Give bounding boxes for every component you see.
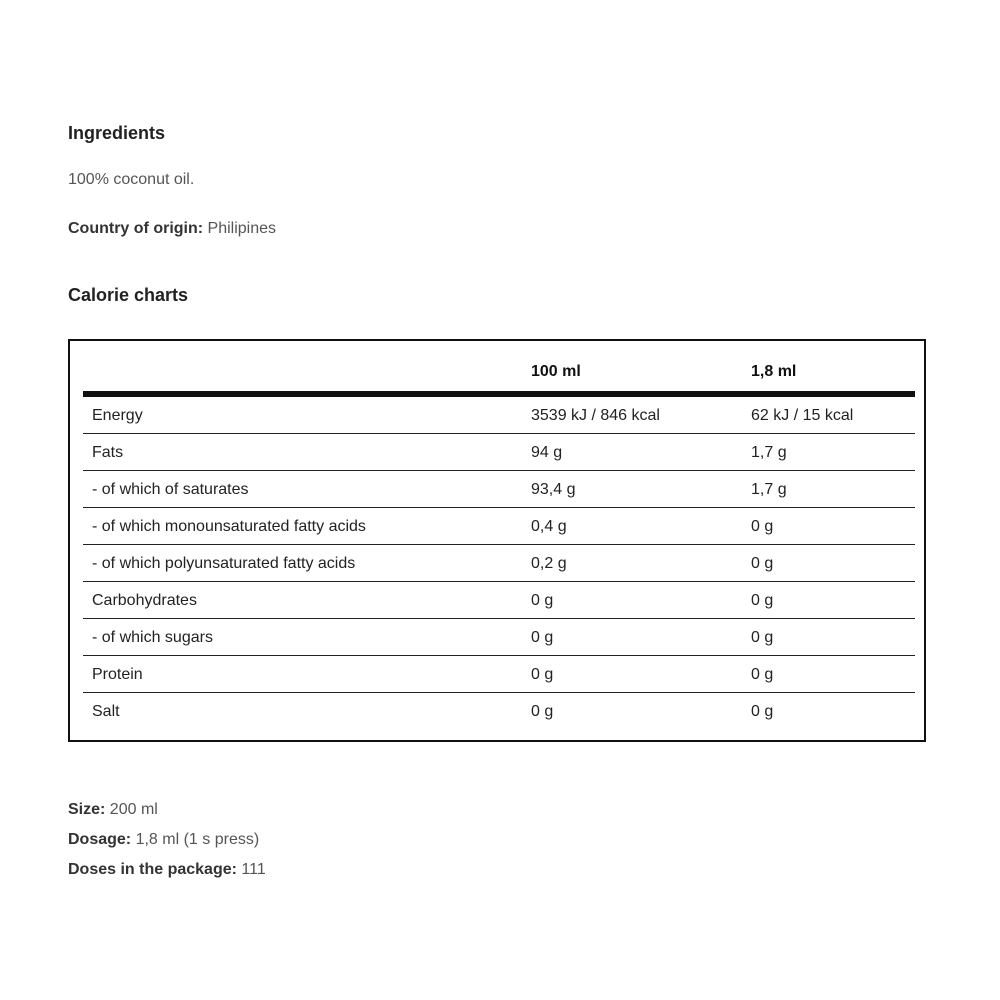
value-per-dose: 0 g (751, 666, 774, 683)
value-per-dose: 1,7 g (751, 444, 787, 461)
value-per-dose: 0 g (751, 703, 774, 720)
value-per-100ml: 0 g (531, 703, 554, 720)
column-header-100ml: 100 ml (531, 363, 581, 380)
origin-label: Country of origin: (68, 220, 204, 237)
nutrient-name: Energy (92, 407, 143, 424)
table-header (83, 341, 915, 397)
ingredients-text: 100% coconut oil. (68, 171, 195, 188)
nutrient-name: Protein (92, 666, 143, 683)
table-row (83, 619, 915, 656)
nutrient-name: - of which polyunsaturated fatty acids (92, 555, 356, 572)
nutrition-table (68, 339, 926, 742)
calorie-charts-heading: Calorie charts (68, 285, 189, 305)
table-row (83, 434, 915, 471)
table-row (83, 508, 915, 545)
fact-value: 200 ml (109, 801, 158, 818)
nutrient-name: - of which sugars (92, 629, 213, 646)
country-of-origin (68, 220, 276, 238)
nutrient-name: Salt (92, 703, 120, 720)
value-per-100ml: 0 g (531, 592, 554, 609)
value-per-dose: 0 g (751, 555, 774, 572)
nutrient-name: - of which of saturates (92, 481, 249, 498)
fact-value: 111 (241, 861, 266, 878)
table-row (83, 471, 915, 508)
ingredients-heading: Ingredients (68, 123, 166, 143)
column-header-dose: 1,8 ml (751, 363, 797, 380)
value-per-100ml: 3539 kJ / 846 kcal (531, 407, 660, 424)
table-row (83, 545, 915, 582)
value-per-100ml: 93,4 g (531, 481, 576, 498)
fact-value: 1,8 ml (1 s press) (135, 831, 260, 848)
value-per-100ml: 0 g (531, 666, 554, 683)
fact-size (68, 800, 266, 830)
fact-doses (68, 860, 266, 890)
fact-dosage (68, 830, 266, 860)
nutrient-name: Carbohydrates (92, 592, 197, 609)
value-per-dose: 0 g (751, 629, 774, 646)
value-per-100ml: 94 g (531, 444, 563, 461)
value-per-dose: 62 kJ / 15 kcal (751, 407, 854, 424)
table-row (83, 656, 915, 693)
origin-value: Philipines (207, 220, 277, 237)
value-per-dose: 0 g (751, 592, 774, 609)
nutrient-name: Fats (92, 444, 124, 461)
nutrient-name: - of which monounsaturated fatty acids (92, 518, 366, 535)
fact-label: Dosage: (68, 831, 132, 848)
fact-label: Size: (68, 801, 106, 818)
value-per-dose: 0 g (751, 518, 774, 535)
value-per-100ml: 0,4 g (531, 518, 567, 535)
product-facts (68, 800, 266, 890)
table-row (83, 397, 915, 434)
value-per-dose: 1,7 g (751, 481, 787, 498)
fact-label: Doses in the package: (68, 861, 237, 878)
table-row (83, 693, 915, 729)
value-per-100ml: 0 g (531, 629, 554, 646)
table-row (83, 582, 915, 619)
value-per-100ml: 0,2 g (531, 555, 567, 572)
